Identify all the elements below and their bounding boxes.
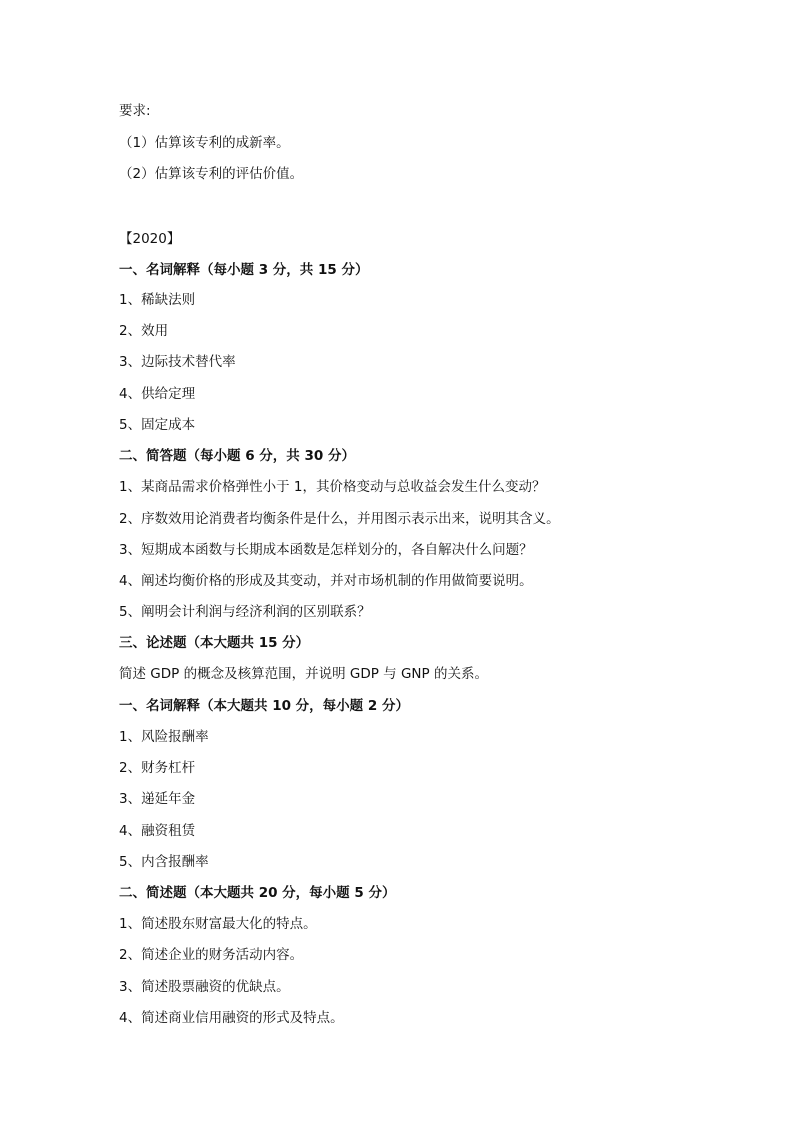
question-item: 1、某商品需求价格弹性小于 1，其价格变动与总收益会发生什么变动？	[119, 479, 546, 495]
question-item: 4、供给定理	[119, 386, 196, 402]
question-item: 2、效用	[119, 323, 169, 339]
section-heading-short-answer: 二、简答题（每小题 6 分，共 30 分）	[119, 448, 355, 464]
requirement-item: （2）估算该专利的评估价值。	[119, 166, 304, 182]
section-heading-term-definitions: 一、名词解释（每小题 3 分，共 15 分）	[119, 262, 369, 278]
question-item: 3、短期成本函数与长期成本函数是怎样划分的，各自解决什么问题？	[119, 542, 533, 558]
section-heading-essay: 三、论述题（本大题共 15 分）	[119, 635, 310, 651]
question-item: 4、融资租赁	[119, 823, 196, 839]
question-item: 1、简述股东财富最大化的特点。	[119, 916, 317, 932]
question-item: 3、边际技术替代率	[119, 354, 236, 370]
section-heading-finance-terms: 一、名词解释（本大题共 10 分，每小题 2 分）	[119, 698, 409, 714]
question-item: 2、简述企业的财务活动内容。	[119, 947, 304, 963]
year-tag: 【2020】	[119, 231, 181, 247]
question-item: 简述 GDP 的概念及核算范围，并说明 GDP 与 GNP 的关系。	[119, 666, 488, 682]
question-item: 3、简述股票融资的优缺点。	[119, 979, 290, 995]
requirements-heading: 要求:	[119, 103, 151, 119]
question-item: 4、简述商业信用融资的形式及特点。	[119, 1010, 344, 1026]
question-item: 1、风险报酬率	[119, 729, 209, 745]
question-item: 4、阐述均衡价格的形成及其变动，并对市场机制的作用做简要说明。	[119, 573, 533, 589]
section-heading-finance-short-answer: 二、简述题（本大题共 20 分，每小题 5 分）	[119, 885, 396, 901]
question-item: 3、递延年金	[119, 791, 196, 807]
question-item: 5、阐明会计利润与经济利润的区别联系？	[119, 604, 371, 620]
question-item: 2、财务杠杆	[119, 760, 196, 776]
question-item: 5、内含报酬率	[119, 854, 209, 870]
requirement-item: （1）估算该专利的成新率。	[119, 135, 290, 151]
question-item: 5、固定成本	[119, 417, 196, 433]
question-item: 2、序数效用论消费者均衡条件是什么，并用图示表示出来，说明其含义。	[119, 511, 560, 527]
question-item: 1、稀缺法则	[119, 292, 196, 308]
